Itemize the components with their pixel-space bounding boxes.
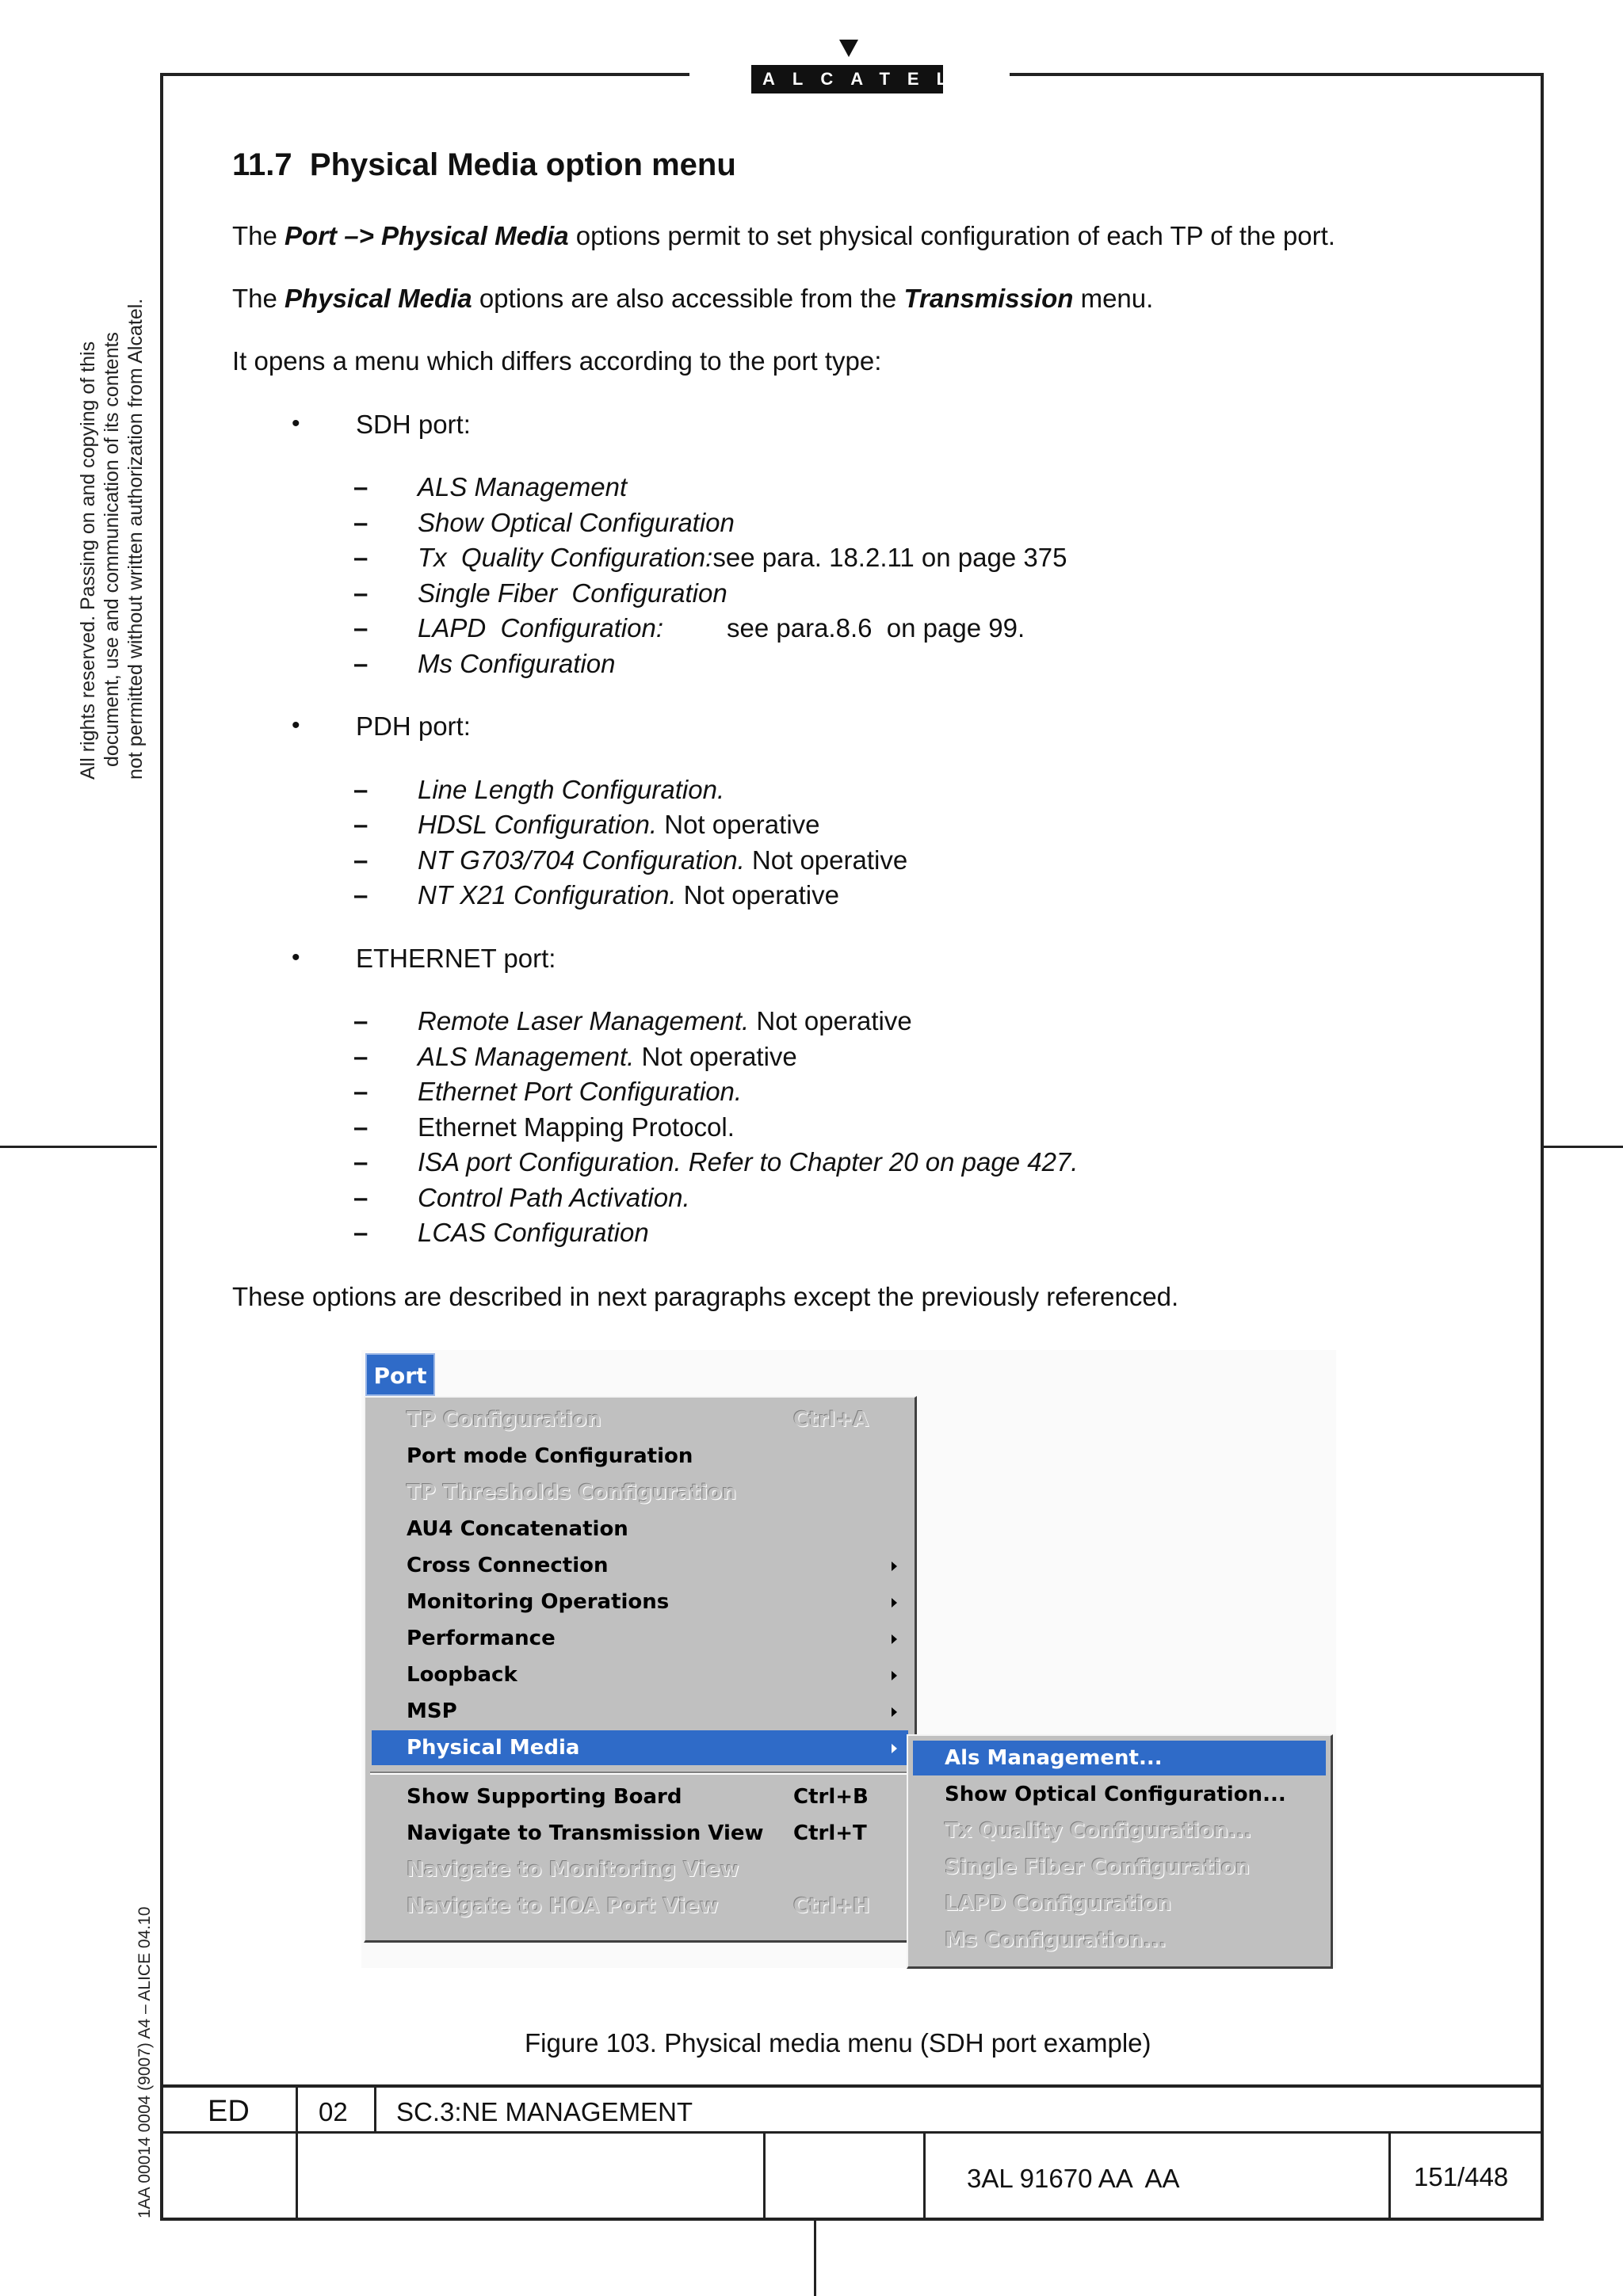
menu-item-label: Port mode Configuration bbox=[407, 1444, 693, 1468]
menu-item-label: TP Thresholds Configuration bbox=[407, 1481, 737, 1505]
footer-doc-code: 3AL 91670 AA AA bbox=[967, 2164, 1180, 2193]
side-code-text: 1AA 00014 0004 (9007) A4 – ALICE 04.10 bbox=[136, 1906, 154, 2218]
submenu-arrow-icon bbox=[892, 1744, 897, 1753]
pdh-item-italic: NT G703/704 Configuration. bbox=[418, 845, 745, 875]
para2-bold-b: Transmission bbox=[903, 284, 1074, 313]
menu-item-label: Loopback bbox=[407, 1663, 517, 1687]
sdh-item bbox=[418, 613, 663, 643]
dash-icon: – bbox=[353, 578, 369, 608]
menu-item-label: Navigate to HOA Port View bbox=[407, 1894, 719, 1918]
dash-icon: – bbox=[353, 810, 369, 839]
para1-text-a: The bbox=[232, 221, 285, 250]
dash-icon: – bbox=[353, 508, 369, 537]
dash-icon: – bbox=[353, 1218, 369, 1247]
menu-item-navigate-to-transmission-view[interactable] bbox=[365, 1816, 915, 1851]
pdh-item-italic: HDSL Configuration. bbox=[418, 810, 658, 839]
footer-vline-1 bbox=[296, 2084, 298, 2219]
menu-item-label: Navigate to Transmission View bbox=[407, 1821, 764, 1845]
frame-left bbox=[160, 73, 163, 2220]
sdh-item bbox=[418, 543, 1067, 573]
sdh-item-italic: LAPD Configuration: bbox=[418, 613, 664, 643]
copyright-line-3: not permitted without written authorization from Alcatel. bbox=[124, 298, 147, 780]
para2-text-b: options are also accessible from the bbox=[472, 284, 904, 313]
menu-item-performance[interactable] bbox=[365, 1621, 915, 1656]
dash-icon: – bbox=[353, 1147, 369, 1177]
submenu-item-ms-configuration[interactable] bbox=[908, 1923, 1331, 1958]
paragraph-3: It opens a menu which differs according to the port type: bbox=[232, 346, 882, 376]
ethernet-item-italic: Ethernet Port Configuration. bbox=[418, 1077, 743, 1106]
alcatel-logo: ALCATEL bbox=[751, 65, 943, 93]
para2-text-c: menu. bbox=[1073, 284, 1154, 313]
sdh-item bbox=[418, 649, 615, 679]
menu-item-tp-configuration[interactable] bbox=[365, 1402, 915, 1437]
menu-item-navigate-to-monitoring-view[interactable] bbox=[365, 1852, 915, 1887]
menu-item-shortcut: Ctrl+B bbox=[793, 1785, 869, 1809]
pdh-item-note: Not operative bbox=[676, 880, 839, 910]
para1-bold-a: Port –> Physical Media bbox=[285, 221, 569, 250]
submenu-item-label: Tx Quality Configuration... bbox=[945, 1819, 1252, 1843]
dash-icon: – bbox=[353, 613, 369, 643]
port-menu-title[interactable]: Port bbox=[365, 1353, 435, 1396]
sdh-item-italic: Single Fiber Configuration bbox=[418, 578, 727, 608]
logo-triangle-icon bbox=[839, 40, 858, 57]
copyright-line-2: document, use and communication of its contents bbox=[101, 332, 123, 767]
ethernet-item-plain: Ethernet Mapping Protocol. bbox=[418, 1112, 735, 1142]
submenu-item-label: Als Management... bbox=[945, 1746, 1163, 1770]
dash-icon: – bbox=[353, 543, 369, 572]
sdh-item-italic: Show Optical Configuration bbox=[418, 508, 735, 537]
pdh-item bbox=[418, 810, 820, 840]
menu-item-au4-concatenation[interactable] bbox=[365, 1512, 915, 1547]
pdh-item bbox=[418, 775, 724, 805]
footer-vline-3 bbox=[763, 2131, 766, 2219]
menu-item-port-mode-configuration[interactable] bbox=[365, 1439, 915, 1474]
dash-icon: – bbox=[353, 845, 369, 875]
sdh-item-italic: Ms Configuration bbox=[418, 649, 616, 678]
pdh-item-italic: Line Length Configuration. bbox=[418, 775, 725, 804]
margin-mark-left bbox=[0, 1146, 157, 1148]
dash-icon: – bbox=[353, 1077, 369, 1106]
menu-item-shortcut: Ctrl+T bbox=[793, 1821, 867, 1845]
dash-icon: – bbox=[353, 775, 369, 804]
submenu-item-label: Ms Configuration... bbox=[945, 1928, 1167, 1952]
menu-item-label: TP Configuration bbox=[407, 1408, 601, 1432]
sdh-item-ref: see para. 18.2.11 on page 375 bbox=[712, 543, 1067, 572]
menu-item-label: Navigate to Monitoring View bbox=[407, 1858, 739, 1882]
submenu-item-lapd-configuration[interactable] bbox=[908, 1886, 1331, 1921]
sdh-item-italic: ALS Management bbox=[418, 472, 628, 502]
menu-separator bbox=[370, 1772, 910, 1775]
dash-icon: – bbox=[353, 1006, 369, 1035]
submenu-item-label: Single Fiber Configuration bbox=[945, 1855, 1251, 1879]
para2-text-a: The bbox=[232, 284, 285, 313]
menu-item-label: Performance bbox=[407, 1627, 556, 1650]
ethernet-item bbox=[418, 1077, 742, 1107]
ethernet-item-italic: ALS Management. bbox=[418, 1042, 635, 1071]
pdh-port-label: PDH port: bbox=[356, 711, 471, 741]
sdh-item-ref: see para.8.6 on page 99. bbox=[727, 613, 1025, 643]
ethernet-item-italic: ISA port Configuration. Refer to Chapter 20 on page 427. bbox=[418, 1147, 1079, 1177]
submenu-arrow-icon bbox=[892, 1707, 897, 1717]
dash-icon: – bbox=[353, 649, 369, 678]
para1-text-b: options permit to set physical configuration of each TP of the port. bbox=[568, 221, 1335, 250]
section-heading bbox=[232, 147, 736, 183]
menu-item-label: Physical Media bbox=[407, 1736, 580, 1760]
submenu-item-tx-quality-configuration[interactable] bbox=[908, 1814, 1331, 1848]
footer-vline-5 bbox=[1388, 2131, 1391, 2219]
submenu-item-als-management[interactable] bbox=[913, 1741, 1326, 1775]
menu-item-navigate-to-hoa-port-view[interactable] bbox=[365, 1889, 915, 1924]
ethernet-item-italic: Control Path Activation. bbox=[418, 1183, 690, 1212]
pdh-item bbox=[418, 880, 839, 910]
submenu-item-label: Show Optical Configuration... bbox=[945, 1783, 1286, 1806]
menu-item-label: Show Supporting Board bbox=[407, 1785, 682, 1809]
paragraph-1 bbox=[232, 221, 1335, 251]
menu-item-show-supporting-board[interactable] bbox=[365, 1779, 915, 1814]
footer-line-top bbox=[160, 2084, 1544, 2088]
pdh-item-note: Not operative bbox=[657, 810, 820, 839]
menu-item-physical-media[interactable] bbox=[372, 1730, 908, 1765]
menu-item-msp[interactable] bbox=[365, 1694, 915, 1729]
submenu-arrow-icon bbox=[892, 1562, 897, 1571]
sdh-port-label: SDH port: bbox=[356, 410, 471, 439]
sdh-item bbox=[418, 472, 627, 502]
pdh-item bbox=[418, 845, 907, 875]
ethernet-item bbox=[418, 1183, 690, 1213]
pdh-item-note: Not operative bbox=[744, 845, 908, 875]
sdh-item-italic: Tx Quality Configuration: bbox=[418, 543, 713, 572]
ethernet-item-italic: Remote Laser Management. bbox=[418, 1006, 750, 1035]
footer-line-bottom bbox=[160, 2218, 1544, 2221]
ethernet-item-italic: LCAS Configuration bbox=[418, 1218, 649, 1247]
physical-media-submenu bbox=[907, 1734, 1333, 1969]
frame-top-right bbox=[1010, 73, 1544, 76]
menu-item-label: Cross Connection bbox=[407, 1554, 609, 1577]
ethernet-item bbox=[418, 1112, 735, 1142]
footer-title: SC.3:NE MANAGEMENT bbox=[396, 2097, 693, 2126]
section-title: Physical Media option menu bbox=[309, 147, 736, 182]
paragraph-4: These options are described in next paragraphs except the previously referenced. bbox=[232, 1282, 1179, 1311]
menu-item-cross-connection[interactable] bbox=[365, 1548, 915, 1583]
menu-item-shortcut: Ctrl+A bbox=[793, 1408, 869, 1432]
footer-line-mid bbox=[160, 2131, 1544, 2134]
ethernet-item bbox=[418, 1006, 912, 1036]
ethernet-item bbox=[418, 1147, 1078, 1177]
dash-icon: – bbox=[353, 1042, 369, 1071]
submenu-item-single-fiber-configuration[interactable] bbox=[908, 1850, 1331, 1885]
menu-item-shortcut: Ctrl+H bbox=[793, 1894, 870, 1918]
submenu-arrow-icon bbox=[892, 1671, 897, 1680]
footer-bottom-tick bbox=[814, 2219, 816, 2296]
menu-screenshot bbox=[361, 1350, 1336, 1968]
submenu-item-label: LAPD Configuration bbox=[945, 1892, 1172, 1916]
paragraph-2 bbox=[232, 284, 1153, 314]
sdh-item bbox=[418, 578, 727, 608]
menu-item-label: AU4 Concatenation bbox=[407, 1517, 628, 1541]
footer-vline-2 bbox=[374, 2084, 376, 2134]
menu-item-tp-thresholds-configuration[interactable] bbox=[365, 1475, 915, 1510]
document-code-vertical bbox=[133, 1907, 157, 2218]
section-number: 11.7 bbox=[232, 147, 292, 182]
ethernet-port-label: ETHERNET port: bbox=[356, 944, 556, 973]
pdh-item-italic: NT X21 Configuration. bbox=[418, 880, 677, 910]
menu-item-label: MSP bbox=[407, 1699, 457, 1723]
para2-bold-a: Physical Media bbox=[285, 284, 472, 313]
dash-icon: – bbox=[353, 1112, 369, 1142]
ethernet-item-note: Not operative bbox=[634, 1042, 797, 1071]
ethernet-item bbox=[418, 1218, 649, 1248]
sdh-item bbox=[418, 508, 735, 538]
figure-caption: Figure 103. Physical media menu (SDH port example) bbox=[525, 2028, 1151, 2058]
margin-mark-right bbox=[1544, 1146, 1623, 1148]
bullet-icon: • bbox=[292, 410, 300, 437]
port-menu bbox=[364, 1396, 917, 1943]
menu-item-loopback[interactable] bbox=[365, 1657, 915, 1692]
footer-ed-value: 02 bbox=[319, 2097, 348, 2126]
dash-icon: – bbox=[353, 472, 369, 502]
menu-item-label: Monitoring Operations bbox=[407, 1590, 670, 1614]
copyright-line-1: All rights reserved. Passing on and copying of this bbox=[77, 341, 99, 780]
dash-icon: – bbox=[353, 1183, 369, 1212]
footer-ed-label: ED bbox=[208, 2095, 250, 2128]
ethernet-item bbox=[418, 1042, 797, 1072]
submenu-item-show-optical-configuration[interactable] bbox=[908, 1777, 1331, 1812]
copyright-notice bbox=[76, 299, 147, 780]
ethernet-item-note: Not operative bbox=[749, 1006, 912, 1035]
menu-item-monitoring-operations[interactable] bbox=[365, 1585, 915, 1619]
bullet-icon: • bbox=[292, 944, 300, 971]
frame-top-left bbox=[160, 73, 689, 76]
footer-page-number: 151/448 bbox=[1414, 2162, 1509, 2191]
submenu-arrow-icon bbox=[892, 1634, 897, 1644]
submenu-arrow-icon bbox=[892, 1598, 897, 1608]
bullet-icon: • bbox=[292, 712, 300, 738]
dash-icon: – bbox=[353, 880, 369, 910]
footer-vline-4 bbox=[923, 2131, 926, 2219]
